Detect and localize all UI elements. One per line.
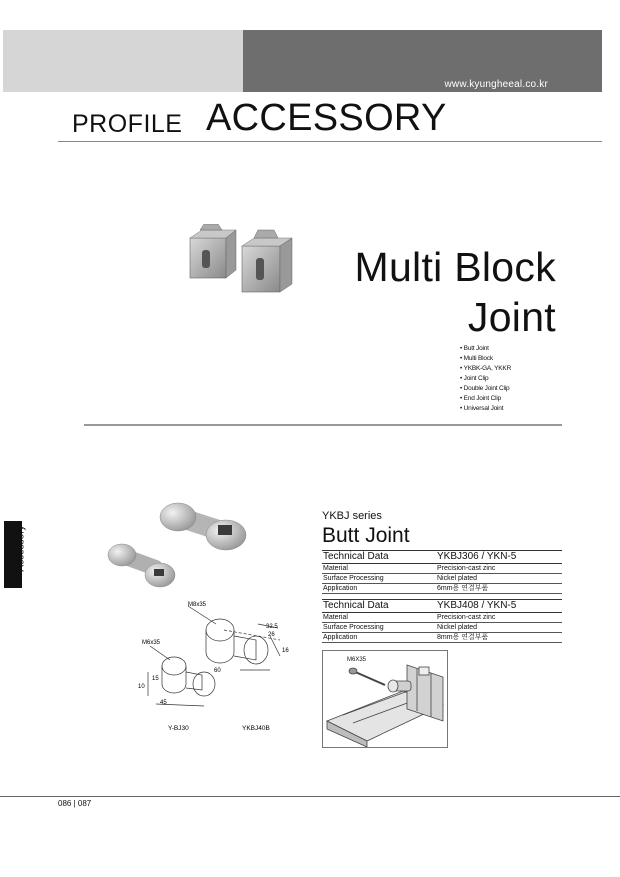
product-bullet-list [460,344,511,414]
butt-joint-photo [98,495,258,603]
page-numbers: 086 | 087 [58,799,92,808]
drawing-label: 15 [152,676,159,682]
drawing-caption: YKBJ40B [242,725,270,732]
spec-key: Application [322,633,436,643]
footer-divider [0,796,620,797]
drawing-label: 45 [160,700,167,706]
side-tab-label: Accessory [15,525,27,572]
spec-value: Nickel plated [436,623,562,633]
butt-joint-drawing [130,600,300,740]
hero-title-line1: Multi Block [354,244,556,290]
bullet-item: • Butt Joint [460,345,489,352]
spec-table-2 [322,599,562,643]
spec-table-1 [322,550,562,594]
drawing-label: 10 [138,684,145,690]
installation-illustration [323,651,447,747]
drawing-caption: Y-BJ30 [168,725,189,732]
spec-key: Surface Processing [322,574,436,584]
header-band-light [3,30,243,92]
installation-image [322,650,448,748]
bullet-item: • Double Joint Clip [460,385,510,392]
product-title: Butt Joint [322,524,410,547]
bullet-item: • Joint Clip [460,375,489,382]
spec-value: Precision-cast zinc [436,613,562,623]
installation-label: M6X35 [347,657,367,663]
drawing-label: 60 [214,668,221,674]
spec-header: Technical Data [322,600,436,613]
spec-key: Material [322,613,436,623]
product-series: YKBJ series [322,510,382,522]
spec-key: Material [322,564,436,574]
spec-value: 8mm용 연결부품 [436,633,562,643]
website-url[interactable]: www.kyungheeal.co.kr [444,79,548,90]
bullet-item: • End Joint Clip [460,395,501,402]
divider [58,141,602,142]
section-title-profile: PROFILE [72,110,183,138]
drawing-label: 26 [268,632,275,638]
spec-header-model: YKBJ306 / YKN-5 [436,551,562,564]
section-title-accessory: ACCESSORY [206,97,447,139]
spec-header-model: YKBJ408 / YKN-5 [436,600,562,613]
spec-value: 6mm용 연결부품 [436,584,562,594]
header-band-dark [243,30,602,92]
drawing-label: M6x35 [142,640,161,646]
spec-key: Application [322,584,436,594]
multi-block-image [188,224,298,302]
drawing-label: 32.5 [266,624,278,630]
section-divider [84,424,562,426]
drawing-label: 16 [282,648,289,654]
bullet-item: • YKBK-GA, YKKR [460,365,512,372]
bullet-item: • Universal Joint [460,405,504,412]
spec-key: Surface Processing [322,623,436,633]
spec-header: Technical Data [322,551,436,564]
bullet-item: • Multi Block [460,355,493,362]
drawing-label: M8x35 [188,602,207,608]
spec-value: Nickel plated [436,574,562,584]
hero-title-line2: Joint [467,294,556,340]
spec-value: Precision-cast zinc [436,564,562,574]
